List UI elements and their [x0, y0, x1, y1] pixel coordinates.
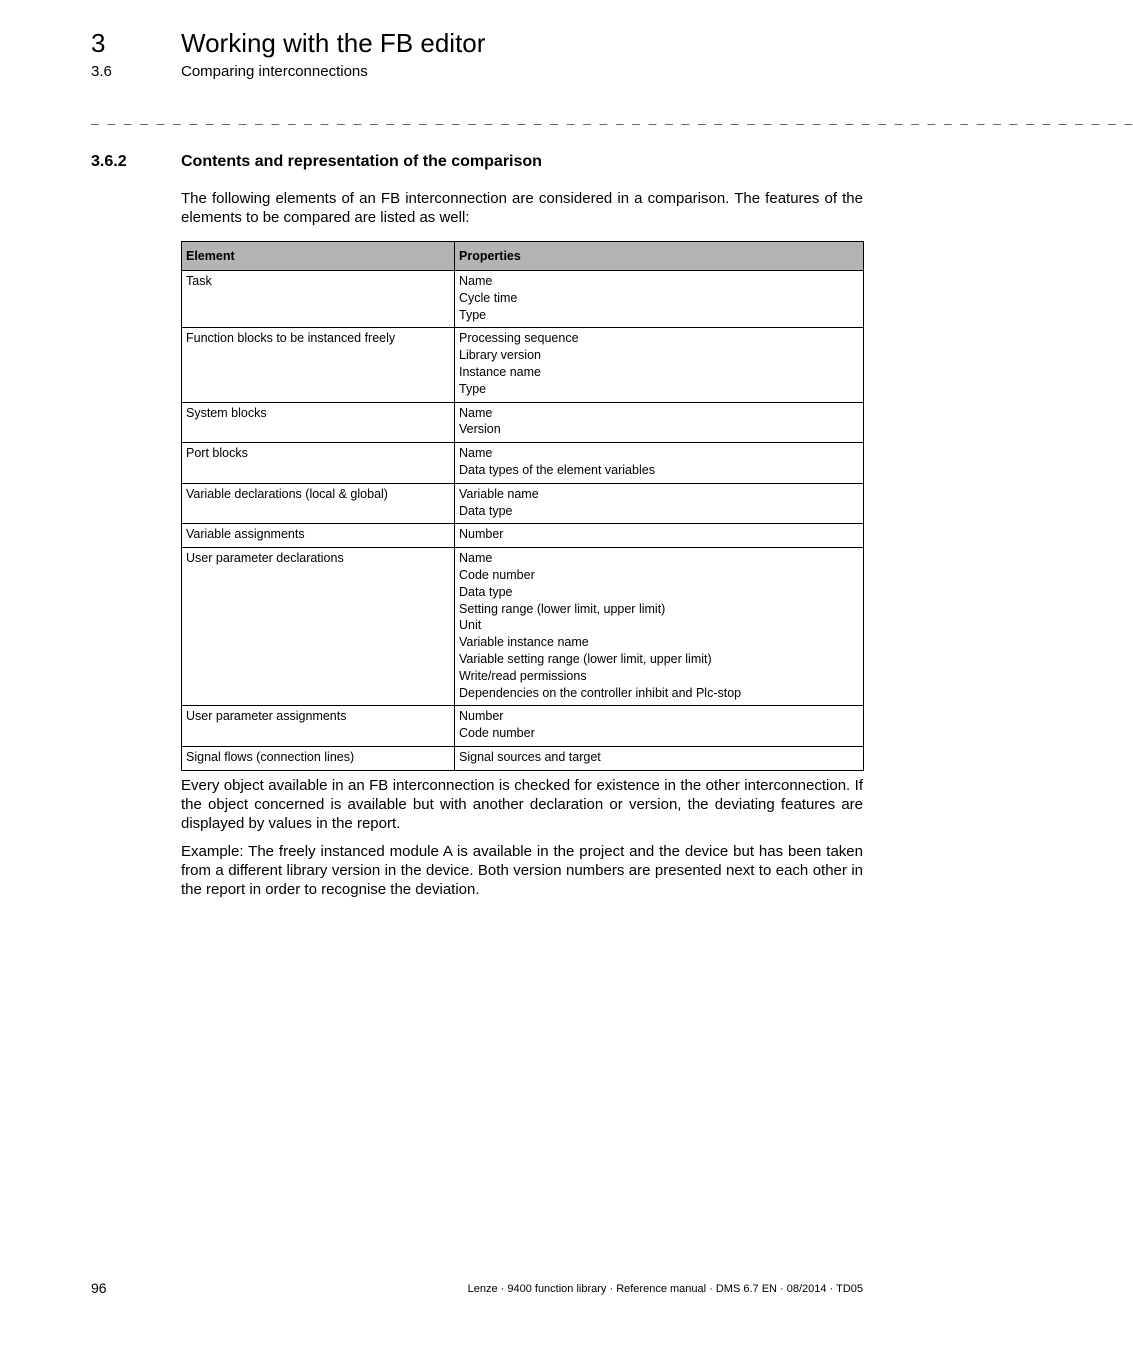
property-item: Name [459, 551, 493, 566]
properties-cell [455, 746, 864, 770]
property-item: Type [459, 307, 487, 322]
property-item: Name [459, 274, 493, 288]
paragraph-existence-check: Every object available in an FB interconnection is checked for existence in the other interconnection. If the object concerned is available but with another declaration or version, the deviating features are displayed by values in the report. [181, 777, 863, 832]
table-header-row [182, 242, 864, 271]
property-item: Data type [459, 584, 513, 599]
element-cell: Task [182, 271, 455, 328]
header-properties: Properties [455, 242, 864, 271]
page-number: 96 [91, 1280, 107, 1296]
subchapter-title: Comparing interconnections [181, 63, 368, 80]
table-row [182, 271, 864, 328]
table-row [182, 328, 864, 402]
property-item: Code number [459, 726, 535, 741]
property-item: Version [459, 422, 501, 437]
section-number: 3.6.2 [91, 153, 127, 170]
table-row [182, 746, 864, 770]
property-item: Name [459, 405, 493, 420]
properties-cell [455, 706, 864, 747]
property-item: Dependencies on the controller inhibit and Plc-stop [459, 685, 742, 700]
property-item: Number [459, 527, 504, 542]
table-row [182, 524, 864, 548]
properties-cell [455, 483, 864, 524]
property-item: Setting range (lower limit, upper limit) [459, 601, 666, 616]
paragraph-example: Example: The freely instanced module A is available in the project and the device but has been taken from a different library version in the device. Both version numbers are presented next to each other in the report in order to recognise the deviation. [181, 843, 863, 898]
property-item: Processing sequence [459, 331, 579, 346]
property-item: Library version [459, 348, 541, 363]
header-element: Element [182, 242, 455, 271]
table-body [182, 271, 864, 771]
element-cell: Variable assignments [182, 524, 455, 548]
property-item: Number [459, 709, 504, 724]
property-item: Cycle time [459, 290, 518, 305]
table-row [182, 443, 864, 484]
property-item: Instance name [459, 364, 541, 379]
intro-paragraph: The following elements of an FB interconnection are considered in a comparison. The features of the elements to be compared are listed as well: [181, 190, 863, 226]
property-item: Variable name [459, 486, 539, 501]
table-row [182, 548, 864, 706]
footer-text: Lenze · 9400 function library · Reference manual · DMS 6.7 EN · 08/2014 · TD05 [467, 1283, 863, 1295]
property-item: Data types of the element variables [459, 462, 655, 477]
chapter-number: 3 [91, 28, 106, 58]
property-item: Variable setting range (lower limit, upper limit) [459, 651, 712, 666]
element-cell: Function blocks to be instanced freely [182, 328, 455, 402]
element-cell: Variable declarations (local & global) [182, 483, 455, 524]
section-title: Contents and representation of the comparison [181, 153, 542, 170]
element-cell: Port blocks [182, 443, 455, 484]
properties-cell [455, 548, 864, 706]
table-row [182, 402, 864, 443]
element-cell: User parameter assignments [182, 706, 455, 747]
property-item: Unit [459, 618, 482, 633]
subchapter-number: 3.6 [91, 63, 112, 80]
element-cell: User parameter declarations [182, 548, 455, 706]
property-item: Signal sources and target [459, 749, 601, 764]
chapter-title: Working with the FB editor [181, 28, 486, 58]
element-cell: System blocks [182, 402, 455, 443]
properties-cell [455, 271, 864, 328]
properties-cell [455, 402, 864, 443]
properties-cell [455, 443, 864, 484]
table-row [182, 483, 864, 524]
properties-cell [455, 524, 864, 548]
element-cell: Signal flows (connection lines) [182, 746, 455, 770]
comparison-table [181, 241, 864, 771]
property-item: Write/read permissions [459, 668, 587, 683]
properties-cell [455, 328, 864, 402]
property-item: Variable instance name [459, 635, 589, 650]
table-row [182, 706, 864, 747]
property-item: Type [459, 381, 487, 396]
property-item: Code number [459, 567, 535, 582]
property-item: Data type [459, 503, 513, 518]
property-item: Name [459, 446, 493, 461]
header-rule: _ _ _ _ _ _ _ _ _ _ _ _ _ _ _ _ _ _ _ _ _ _ _ _ _ _ _ _ _ _ _ _ _ _ _ _ _ _ _ _ _ _ _ _ _ _ _ _ _ _ _ _ _ _ _ _ _ _ _ _ _ _ _ _ [91, 112, 1133, 127]
